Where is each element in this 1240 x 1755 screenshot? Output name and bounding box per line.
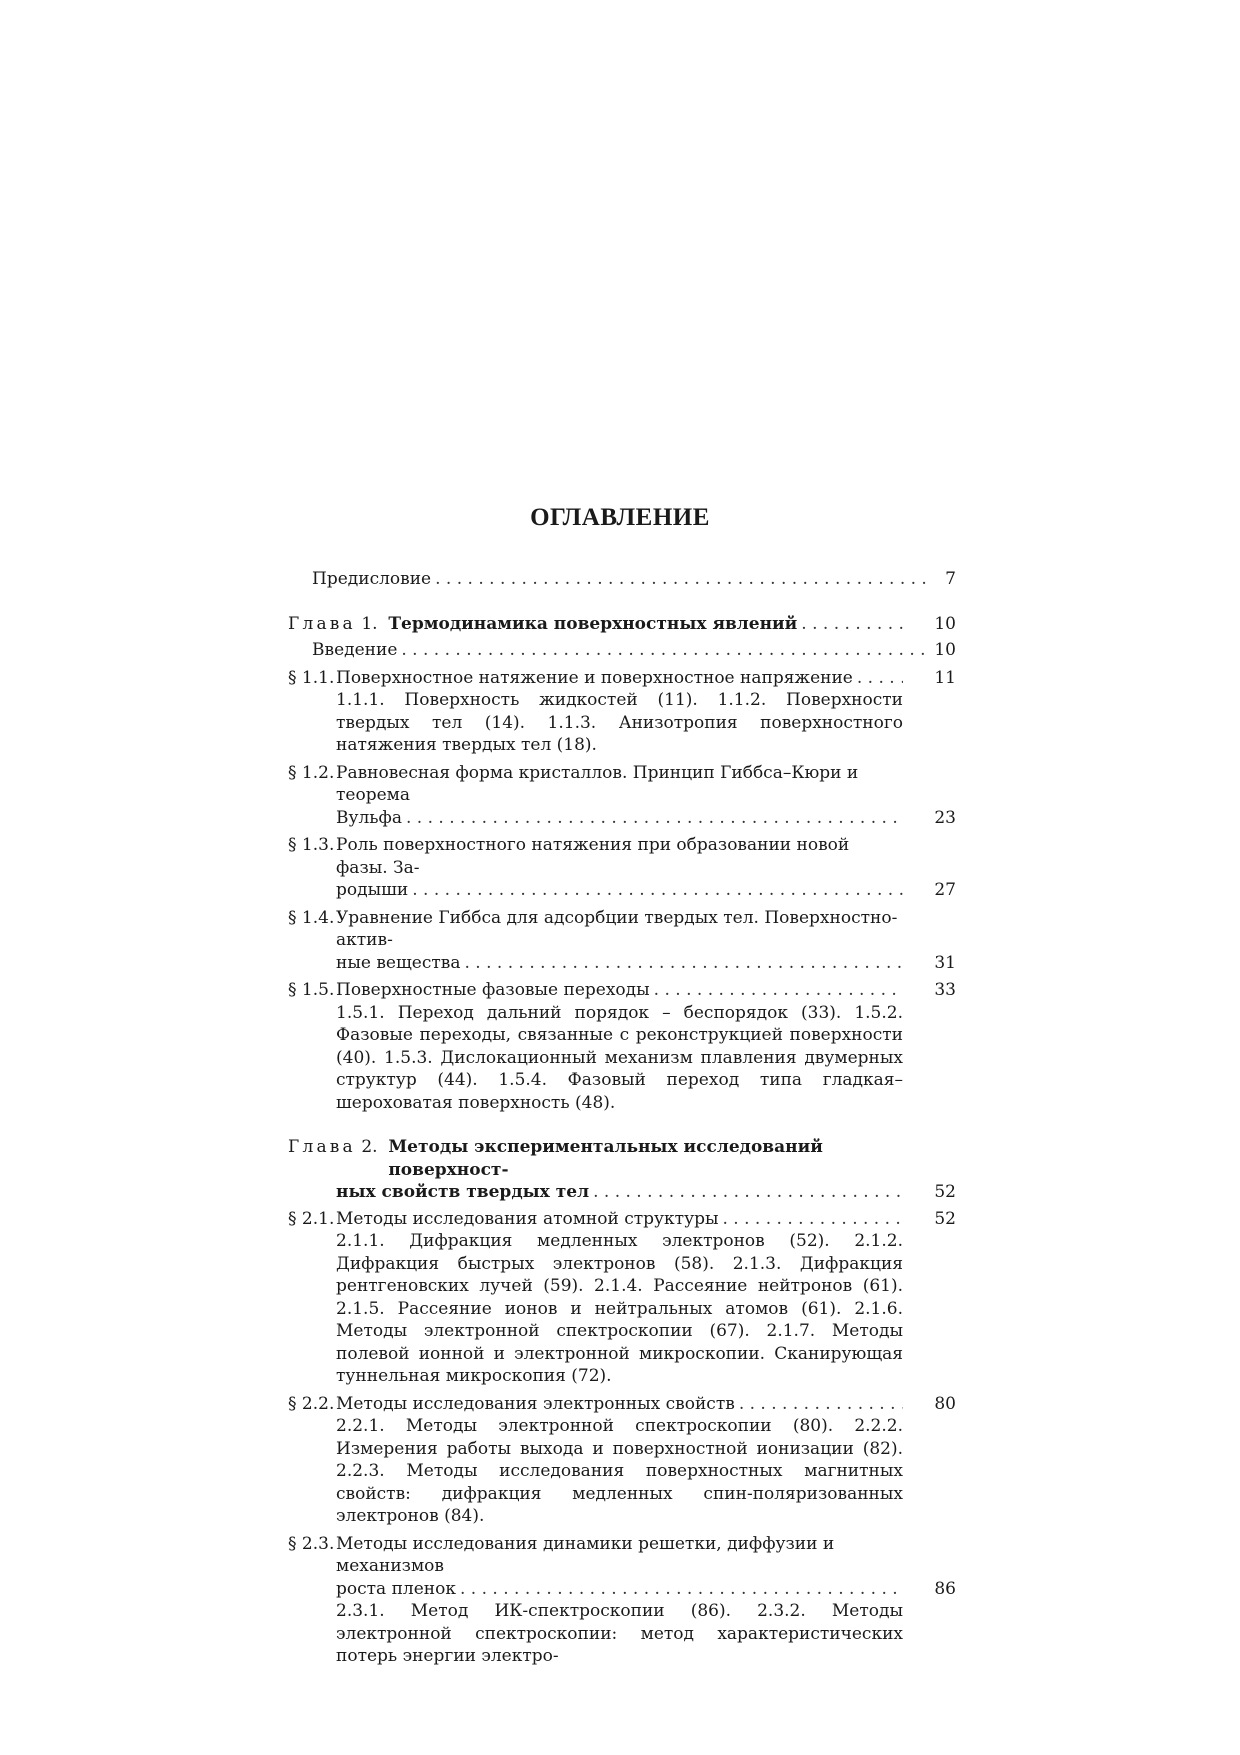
leader-dots (853, 667, 903, 690)
toc-section-2-1[interactable] (288, 1208, 956, 1388)
subsection-list: 1.1.1. Поверхность жидкостей (11). 1.1.2. Поверхности твердых тел (14). 1.1.3. Анизотропия поверхностного натяжения твердых тел (18). (336, 690, 903, 755)
section-title-line2: роста пленок (336, 1578, 456, 1599)
section-number: § 1.3. (288, 835, 335, 855)
page-number: 52 (934, 1182, 956, 1202)
page-number: 31 (934, 952, 956, 973)
page-number: 52 (934, 1208, 956, 1229)
chapter-label: Глава (288, 1137, 356, 1157)
chapter-title-line1: Методы экспериментальных исследований поверхност- (388, 1137, 823, 1180)
page-number: 23 (934, 807, 956, 828)
section-title: Поверхностные фазовые переходы (336, 980, 650, 1000)
section-title-line2: Вульфа (336, 807, 402, 828)
entry-title: Предисловие (312, 569, 432, 589)
page-number: 86 (934, 1578, 956, 1599)
subsection-list: 2.1.1. Дифракция медленных электронов (52). 2.1.2. Дифракция быстрых электронов (58). 2.1.3. Дифракция рентгеновских лучей (59). 2.1.4. Рассеяние нейтронов (61). 2.1.5. Рассеяние ионов и нейтральных атомов (61). 2.1.6. Методы электронной спектроскопии (67). 2.1.7. Методы полевой ионной и электронной микроскопии. Сканирующая туннельная микроскопия (72). (336, 1231, 903, 1386)
section-title-line2: ные вещества (336, 952, 461, 973)
toc-chapter-2[interactable] (288, 1136, 956, 1204)
section-number: § 1.5. (288, 980, 335, 1000)
section-title: Методы исследования электронных свойств (336, 1393, 735, 1414)
toc-section-2-2[interactable] (288, 1393, 956, 1528)
toc-section-1-4[interactable] (288, 907, 956, 975)
page-number: 10 (934, 640, 956, 660)
toc-section-1-3[interactable] (288, 834, 956, 902)
leader-dots (650, 979, 903, 1002)
page-number: 27 (934, 880, 956, 900)
subsection-list: 2.3.1. Метод ИК-спектроскопии (86). 2.3.2. Методы электронной спектроскопии: метод характеристических потерь энергии электро- (336, 1601, 903, 1666)
entry-title: Введение (312, 640, 398, 660)
chapter-title: Термодинамика поверхностных явлений (388, 613, 798, 634)
page-number: 11 (934, 667, 956, 688)
leader-dots (589, 1181, 903, 1204)
subsection-list: 2.2.1. Методы электронной спектроскопии (80). 2.2.2. Измерения работы выхода и поверхностной ионизации (82). 2.2.3. Методы исследования поверхностных магнитных свойств: дифракция медленных спин-поляризованных электронов (84). (336, 1416, 903, 1526)
page-number: 80 (934, 1393, 956, 1414)
section-title: Поверхностное натяжение и поверхностное напряжение (336, 667, 853, 688)
page-number: 7 (945, 569, 956, 589)
page-number: 10 (934, 613, 956, 634)
section-number: § 2.2. (288, 1393, 335, 1414)
toc-section-2-3[interactable] (288, 1533, 956, 1668)
section-number: § 1.2. (288, 762, 335, 783)
leader-dots (797, 613, 903, 636)
section-title-line1: Методы исследования динамики решетки, диффузии и механизмов (336, 1533, 835, 1576)
leader-dots (719, 1208, 904, 1231)
leader-dots (431, 568, 927, 591)
chapter-number: 1. (361, 613, 378, 634)
section-title-line1: Роль поверхностного натяжения при образовании новой фазы. За- (336, 835, 850, 878)
page-number: 33 (934, 980, 956, 1000)
toc-entry-preface[interactable] (288, 568, 956, 591)
leader-dots (456, 1578, 903, 1601)
chapter-label: Глава (288, 613, 356, 634)
section-number: § 1.1. (288, 667, 335, 688)
leader-dots (397, 639, 927, 662)
section-title-line1: Равновесная форма кристаллов. Принцип Гиббса–Кюри и теорема (336, 762, 859, 805)
leader-dots (402, 807, 903, 830)
leader-dots (408, 879, 903, 902)
section-title: Методы исследования атомной структуры (336, 1208, 719, 1229)
toc-section-1-2[interactable] (288, 762, 956, 830)
section-title-line1: Уравнение Гиббса для адсорбции твердых тел. Поверхностно-актив- (336, 907, 898, 950)
section-title-line2: родыши (336, 880, 409, 900)
table-of-contents (288, 568, 956, 1673)
section-number: § 1.4. (288, 907, 335, 928)
chapter-number: 2. (361, 1137, 378, 1157)
toc-chapter-1[interactable] (288, 613, 956, 636)
section-number: § 2.3. (288, 1533, 335, 1554)
section-number: § 2.1. (288, 1208, 335, 1229)
chapter-title-line2: ных свойств твердых тел (336, 1182, 590, 1202)
leader-dots (735, 1393, 903, 1416)
toc-entry-intro[interactable] (288, 639, 956, 662)
toc-section-1-5[interactable] (288, 979, 956, 1114)
leader-dots (460, 952, 903, 975)
toc-section-1-1[interactable] (288, 667, 956, 757)
subsection-list: 1.5.1. Переход дальний порядок – беспорядок (33). 1.5.2. Фазовые переходы, связанные с реконструкцией поверхности (40). 1.5.3. Дислокационный механизм плавления двумерных структур (44). 1.5.4. Фазовый переход типа гладкая–шероховатая поверхность (48). (336, 1002, 903, 1113)
page-title: ОГЛАВЛЕНИЕ (530, 504, 710, 531)
